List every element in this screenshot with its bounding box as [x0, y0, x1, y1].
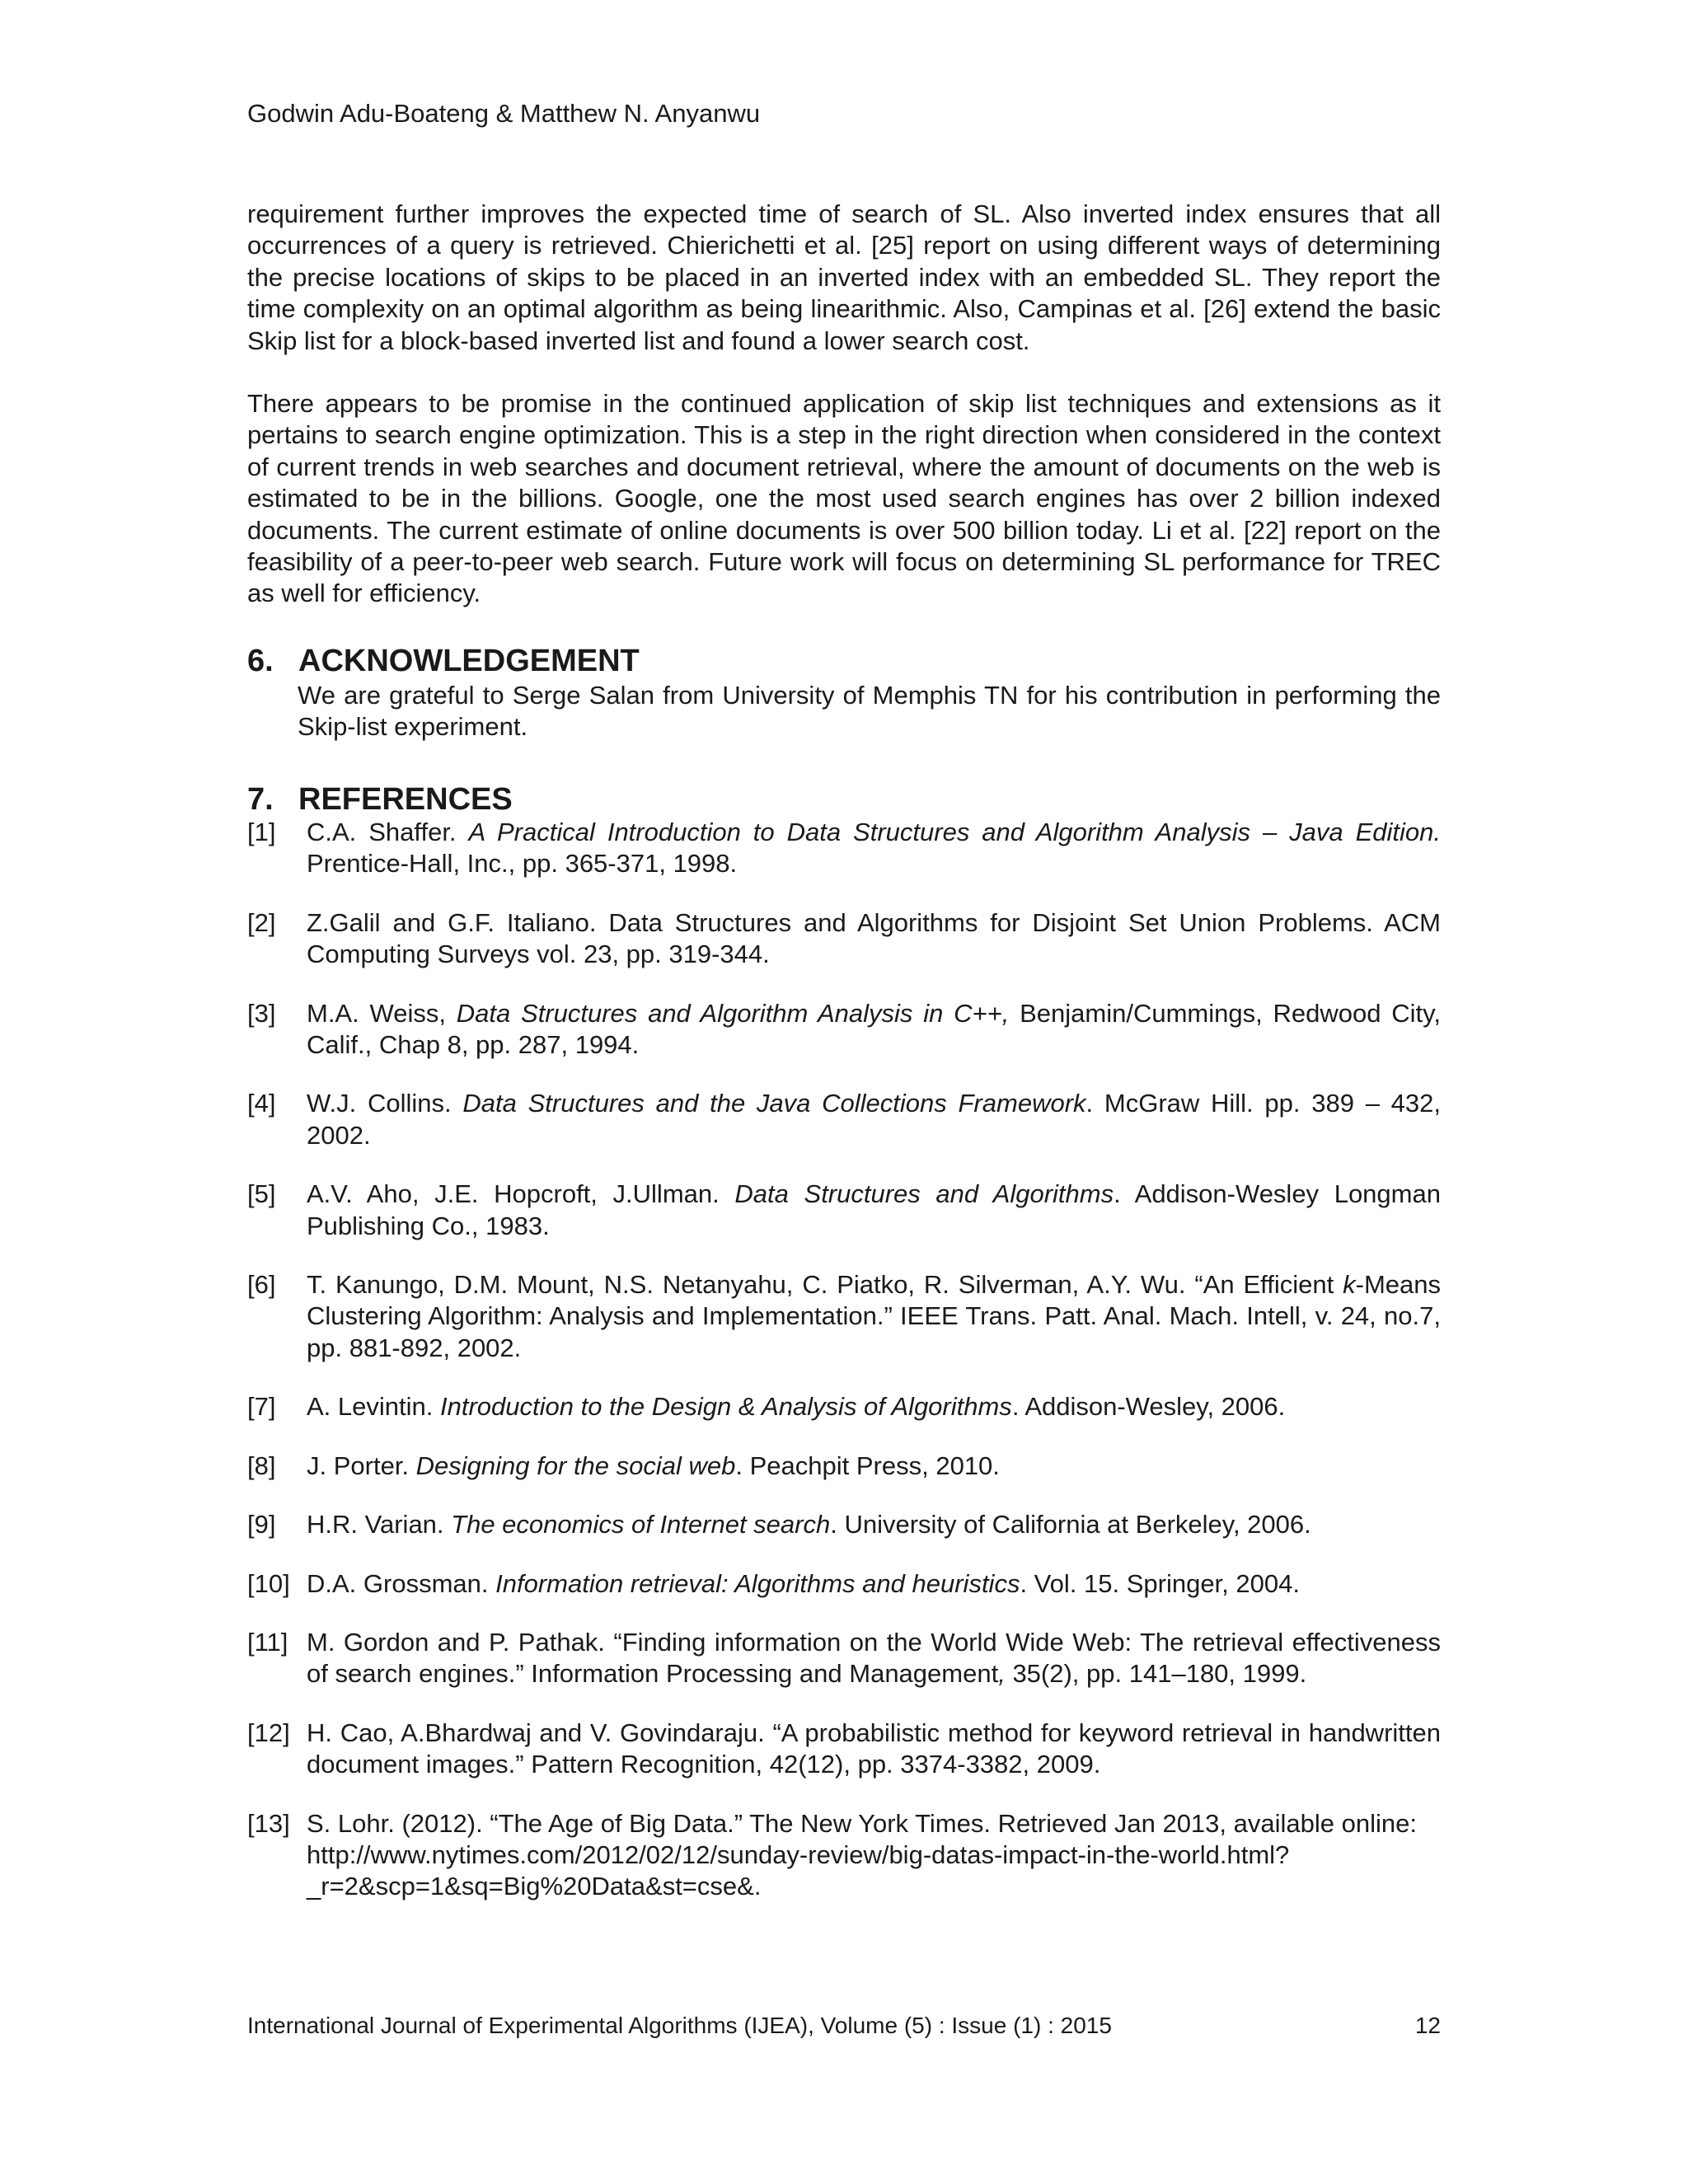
reference-text: M.A. Weiss,: [307, 998, 457, 1028]
reference-item: [247, 817, 1441, 880]
body-paragraph: There appears to be promise in the continued application of skip list techniques and extensions as it pertains to search engine optimization. This is a step in the right direction when considered in the context of current trends in web searches and document retrieval, where the amount of documents on the web is estimated to be in the billions. Google, one the most used search engines has over 2 billion indexed documents. The current estimate of online documents is over 500 billion today. Li et al. [22] report on the feasibility of a peer-to-peer web search. Future work will focus on determining SL performance for TREC as well for efficiency.: [247, 389, 1441, 608]
section-heading-acknowledgement: [247, 643, 640, 679]
reference-title: The economics of Internet search: [451, 1510, 831, 1540]
reference-item: [247, 907, 1441, 971]
reference-number: [9]: [247, 1510, 276, 1540]
reference-text: D.A. Grossman.: [307, 1568, 496, 1598]
reference-text: H.R. Varian.: [307, 1510, 452, 1540]
reference-title: Introduction to the Design & Analysis of Algorithms: [439, 1392, 1012, 1422]
section-heading-references: [247, 781, 513, 818]
reference-number: [8]: [247, 1451, 276, 1480]
reference-item: [247, 1627, 1441, 1690]
reference-item: [247, 1391, 1441, 1422]
reference-item: [247, 1509, 1441, 1540]
reference-text: A.V. Aho, J.E. Hopcroft, J.Ullman.: [307, 1179, 735, 1209]
reference-text: Z.Galil and G.F. Italiano. Data Structures and Algorithms for Disjoint Set Union Problems. ACM Computing Surveys vol. 23, pp. 319-344.: [307, 907, 1441, 969]
reference-number: [6]: [247, 1270, 276, 1300]
reference-item: [247, 1269, 1441, 1364]
reference-number: [12]: [247, 1718, 290, 1747]
reference-text: . Addison-Wesley, 2006.: [1011, 1392, 1286, 1422]
reference-text: . Peachpit Press, 2010.: [735, 1451, 1000, 1480]
reference-text: A. Levintin.: [307, 1392, 440, 1422]
reference-text: 35(2), pp. 141–180, 1999.: [1005, 1659, 1307, 1689]
reference-text: H. Cao, A.Bhardwaj and V. Govindaraju. “A probabilistic method for keyword retrieval in handwritten document images.” Pattern Recognition, 42(12), pp. 3374-3382, 2009.: [307, 1718, 1441, 1779]
reference-text: . University of California at Berkeley, 2006.: [830, 1510, 1311, 1540]
reference-item: [247, 1808, 1441, 1903]
journal-citation: International Journal of Experimental Algorithms (IJEA), Volume (5) : Issue (1) : 2015: [247, 2013, 1112, 2038]
reference-text: J. Porter.: [307, 1451, 416, 1480]
reference-number: [4]: [247, 1089, 276, 1118]
reference-text: M. Gordon and P. Pathak. “Finding information on the World Wide Web: The retrieval effectiveness of search engines.” Information Processing and Management: [307, 1627, 1441, 1689]
reference-item: [247, 1451, 1441, 1482]
reference-text: S. Lohr. (2012). “The Age of Big Data.” The New York Times. Retrieved Jan 2013, available online: http://www.nytimes.com/2012/02/12/sunday-review/big-datas-impact-in-the-world.html?_r=2&scp=1&sq=Big%20Data&st=cse&.: [307, 1808, 1417, 1901]
reference-text: Prentice-Hall, Inc., pp. 365-371, 1998.: [307, 849, 738, 879]
section-title: REFERENCES: [298, 782, 513, 817]
reference-title: A Practical Introduction to Data Structures and Algorithm Analysis – Java Edition.: [468, 818, 1441, 846]
reference-number: [5]: [247, 1179, 276, 1209]
reference-item: [247, 1179, 1441, 1242]
reference-item: [247, 1088, 1441, 1151]
reference-text: -Means Clustering Algorithm: Analysis and Implementation.” IEEE Trans. Patt. Anal. Mach. Intell, v. 24, no.7, pp. 881-892, 2002.: [307, 1270, 1441, 1362]
reference-item: [247, 1568, 1441, 1600]
section-title: ACKNOWLEDGEMENT: [298, 644, 640, 678]
reference-title: ,: [998, 1659, 1006, 1689]
reference-list: [247, 817, 1441, 1930]
reference-title: k: [1343, 1270, 1356, 1300]
reference-text: . McGraw Hill. pp. 389 – 432, 2002.: [307, 1089, 1442, 1150]
page-footer: [247, 2011, 1441, 2041]
reference-title: Data Structures and Algorithms: [734, 1179, 1114, 1209]
reference-text: T. Kanungo, D.M. Mount, N.S. Netanyahu, C. Piatko, R. Silverman, A.Y. Wu. “An Efficient: [307, 1270, 1343, 1300]
page-number: 12: [1414, 2013, 1441, 2038]
reference-item: [247, 1718, 1441, 1781]
reference-number: [11]: [247, 1627, 288, 1657]
reference-item: [247, 998, 1441, 1062]
reference-number: [13]: [247, 1808, 290, 1838]
body-paragraph: requirement further improves the expected time of search of SL. Also inverted index ensures that all occurrences of a query is retrieved. Chierichetti et al. [25] report on using different ways of determining the precise locations of skips to be placed in an inverted index with an embedded SL. They report the time complexity on an optimal algorithm as being linearithmic. Also, Campinas et al. [26] extend the basic Skip list for a block-based inverted list and found a lower search cost.: [247, 199, 1441, 355]
reference-number: [2]: [247, 907, 276, 937]
reference-text: Benjamin/Cummings, Redwood City, Calif., Chap 8, pp. 287, 1994.: [307, 998, 1441, 1060]
reference-number: [1]: [247, 818, 276, 846]
acknowledgement-text: We are grateful to Serge Salan from University of Memphis TN for his contribution in performing the Skip-list experiment.: [298, 681, 1441, 742]
reference-text: C.A. Shaffer.: [307, 818, 469, 846]
running-head: Godwin Adu-Boateng & Matthew N. Anyanwu: [247, 99, 761, 128]
reference-title: Information retrieval: Algorithms and heuristics: [495, 1568, 1020, 1598]
reference-number: [10]: [247, 1568, 290, 1598]
reference-number: [7]: [247, 1392, 276, 1422]
reference-text: . Vol. 15. Springer, 2004.: [1020, 1568, 1300, 1598]
reference-title: Designing for the social web: [415, 1451, 736, 1480]
section-number: 6.: [247, 644, 274, 678]
section-number: 7.: [247, 782, 274, 817]
reference-title: Data Structures and Algorithm Analysis in C++,: [456, 998, 1010, 1028]
reference-number: [3]: [247, 998, 276, 1028]
reference-text: . Addison-Wesley Longman Publishing Co., 1983.: [307, 1179, 1441, 1240]
reference-text: W.J. Collins.: [307, 1089, 463, 1118]
reference-title: Data Structures and the Java Collections Framework: [462, 1089, 1086, 1118]
